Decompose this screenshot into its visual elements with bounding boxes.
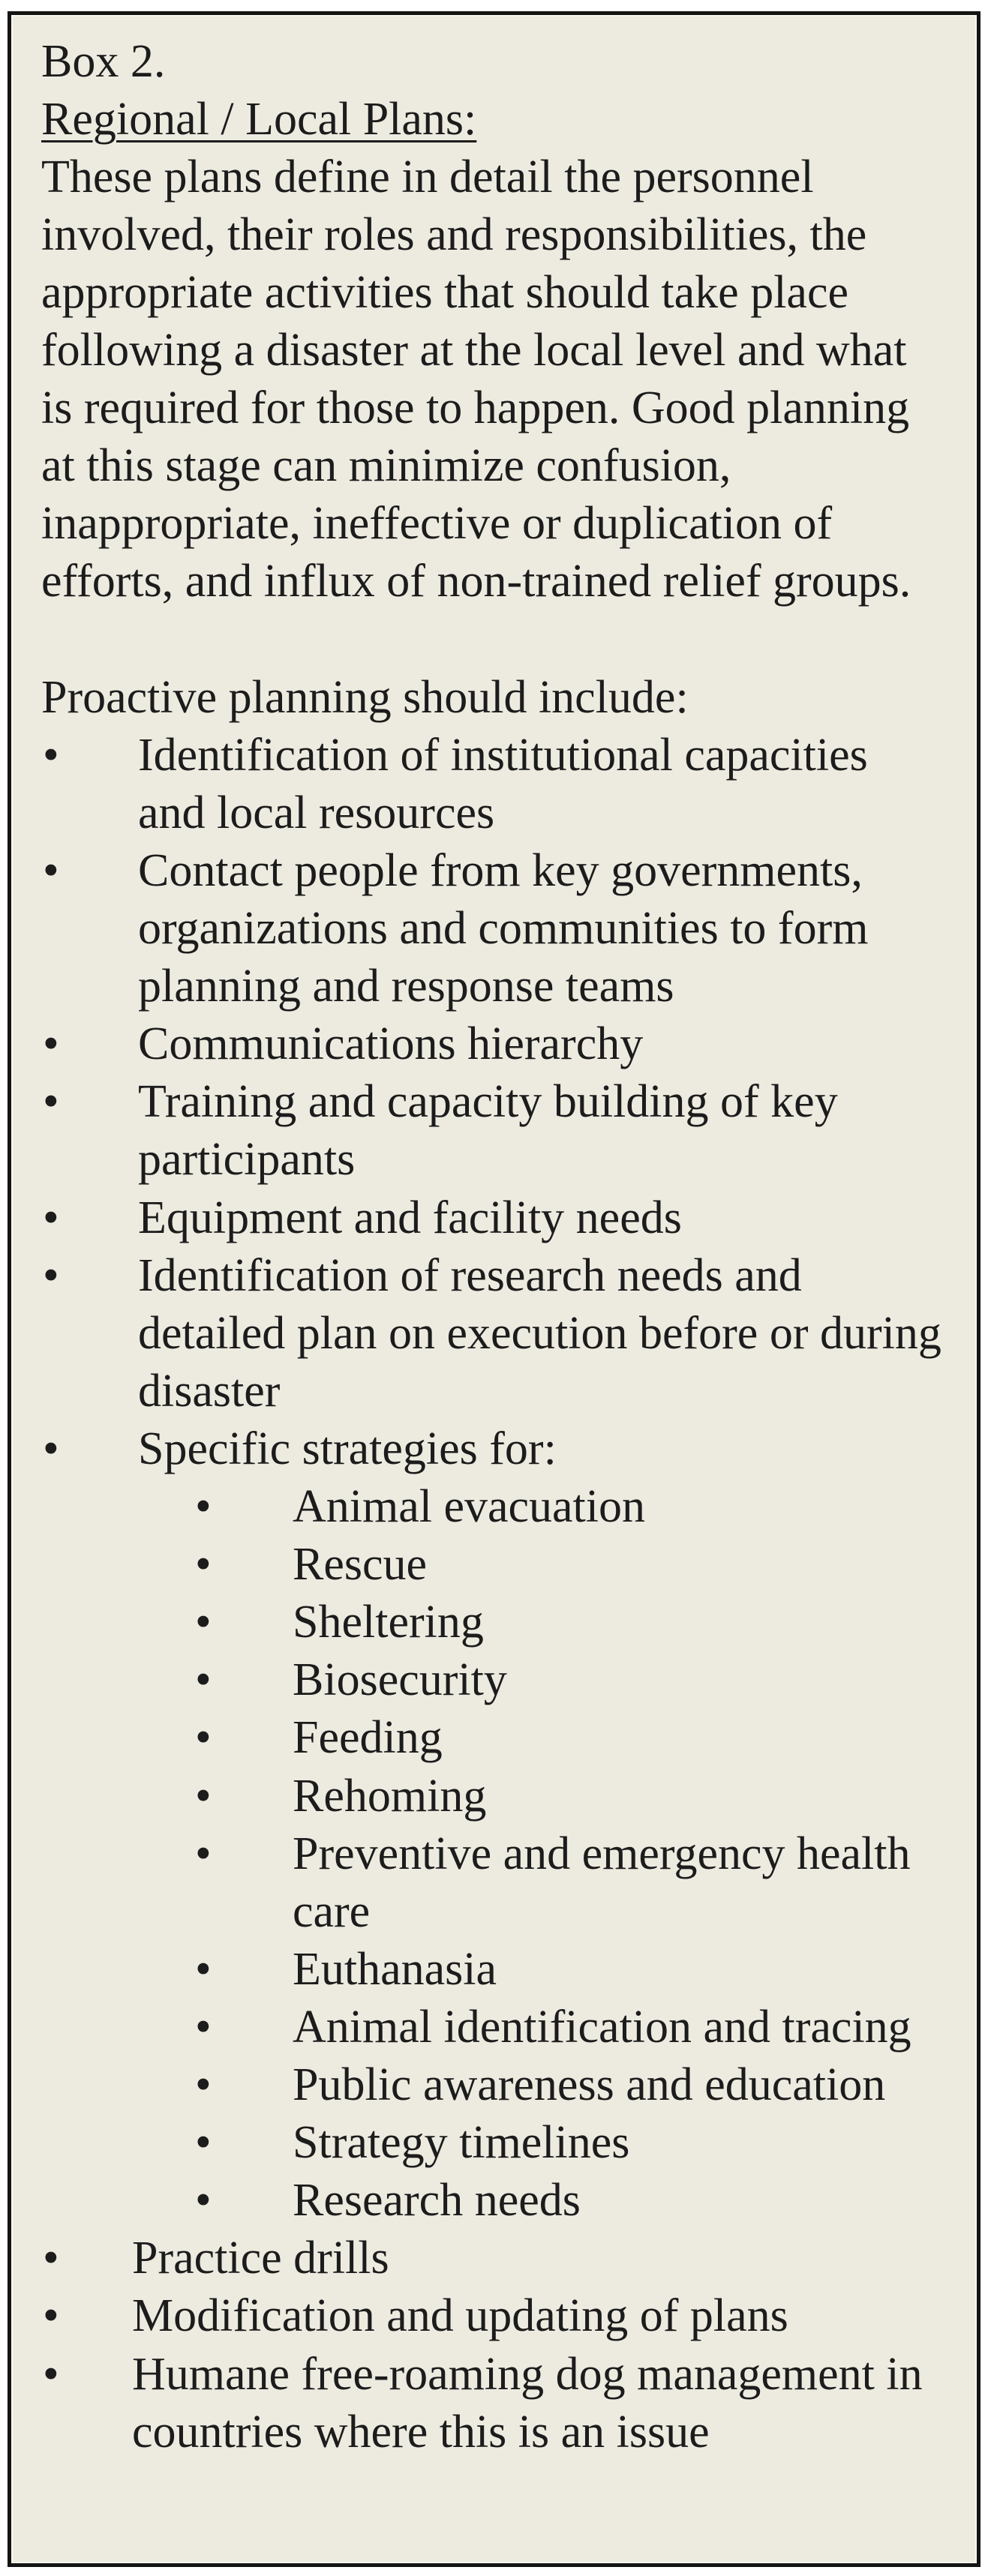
- intro-line: efforts, and influx of non-trained relief groups.: [41, 556, 911, 607]
- list-item-text: Identification of institutional capacities: [138, 729, 868, 781]
- bullet-icon: •: [43, 1192, 59, 1243]
- bullet-icon: •: [195, 1712, 212, 1764]
- sub-list-item-text: Preventive and emergency health: [293, 1828, 911, 1879]
- box-heading: Regional / Local Plans:: [41, 93, 477, 145]
- sub-list-item-text: Rehoming: [293, 1770, 487, 1822]
- bullet-icon: •: [195, 1481, 212, 1532]
- bullet-icon: •: [195, 1943, 212, 1995]
- bullet-icon: •: [43, 844, 59, 896]
- sub-list-item-text: Animal identification and tracing: [293, 2001, 911, 2053]
- sub-list-item-text: Biosecurity: [293, 1654, 507, 1706]
- bullet-icon: •: [195, 1828, 212, 1879]
- bullet-icon: •: [195, 2175, 212, 2227]
- bullet-icon: •: [43, 2233, 59, 2284]
- list-item-text: Communications hierarchy: [138, 1018, 644, 1070]
- intro-line: is required for those to happen. Good planning: [41, 382, 910, 434]
- bullet-icon: •: [43, 729, 59, 781]
- list-item-text: Humane free-roaming dog management in: [132, 2348, 923, 2400]
- bullet-icon: •: [195, 1597, 212, 1648]
- bullet-icon: •: [43, 1249, 59, 1301]
- bullet-icon: •: [43, 2290, 59, 2342]
- intro-line: appropriate activities that should take place: [41, 266, 848, 318]
- sub-list-item-text: Research needs: [293, 2175, 581, 2227]
- sub-list-item-text: Feeding: [293, 1712, 443, 1764]
- bullet-icon: •: [195, 2001, 212, 2053]
- sub-list-item-text: care: [293, 1885, 371, 1937]
- bullet-icon: •: [43, 1076, 59, 1128]
- list-item-text: detailed plan on execution before or during: [138, 1307, 941, 1359]
- list-item-text: Equipment and facility needs: [138, 1192, 682, 1243]
- intro-line: inappropriate, ineffective or duplication of: [41, 498, 833, 550]
- intro-line: at this stage can minimize confusion,: [41, 440, 731, 492]
- intro-line: These plans define in detail the personnel: [41, 151, 814, 202]
- list-item-text: Practice drills: [132, 2233, 389, 2284]
- list-item-text: Identification of research needs and: [138, 1249, 802, 1301]
- sub-list-item-text: Rescue: [293, 1539, 428, 1591]
- list-item-text: Modification and updating of plans: [132, 2290, 788, 2342]
- intro-line: following a disaster at the local level and what: [41, 325, 907, 376]
- list-item-text: organizations and communities to form: [138, 903, 869, 954]
- bullet-icon: •: [43, 2348, 59, 2400]
- bullet-icon: •: [43, 1423, 59, 1474]
- list-item-text: disaster: [138, 1365, 281, 1417]
- bullet-icon: •: [195, 2117, 212, 2169]
- sub-list-item-text: Animal evacuation: [293, 1481, 645, 1532]
- list-item-text: planning and response teams: [138, 961, 674, 1012]
- list-item-text: Training and capacity building of key: [138, 1076, 838, 1128]
- bullet-icon: •: [195, 1770, 212, 1822]
- bullet-icon: •: [43, 1018, 59, 1070]
- sub-list-item-text: Public awareness and education: [293, 2059, 886, 2110]
- bullet-icon: •: [195, 2059, 212, 2110]
- sub-list-item-text: Euthanasia: [293, 1943, 497, 1995]
- list-item-text: and local resources: [138, 787, 495, 838]
- list-intro: Proactive planning should include:: [41, 671, 689, 723]
- sub-list-item-text: Strategy timelines: [293, 2117, 630, 2169]
- box-label: Box 2.: [41, 35, 166, 87]
- bullet-icon: •: [195, 1654, 212, 1706]
- sub-list-item-text: Sheltering: [293, 1597, 484, 1648]
- list-item-text: participants: [138, 1134, 356, 1186]
- list-item-text: Specific strategies for:: [138, 1423, 557, 1474]
- bullet-icon: •: [195, 1539, 212, 1591]
- list-item-text: Contact people from key governments,: [138, 844, 863, 896]
- list-item-text: countries where this is an issue: [132, 2406, 710, 2458]
- intro-line: involved, their roles and responsibilities, the: [41, 208, 867, 260]
